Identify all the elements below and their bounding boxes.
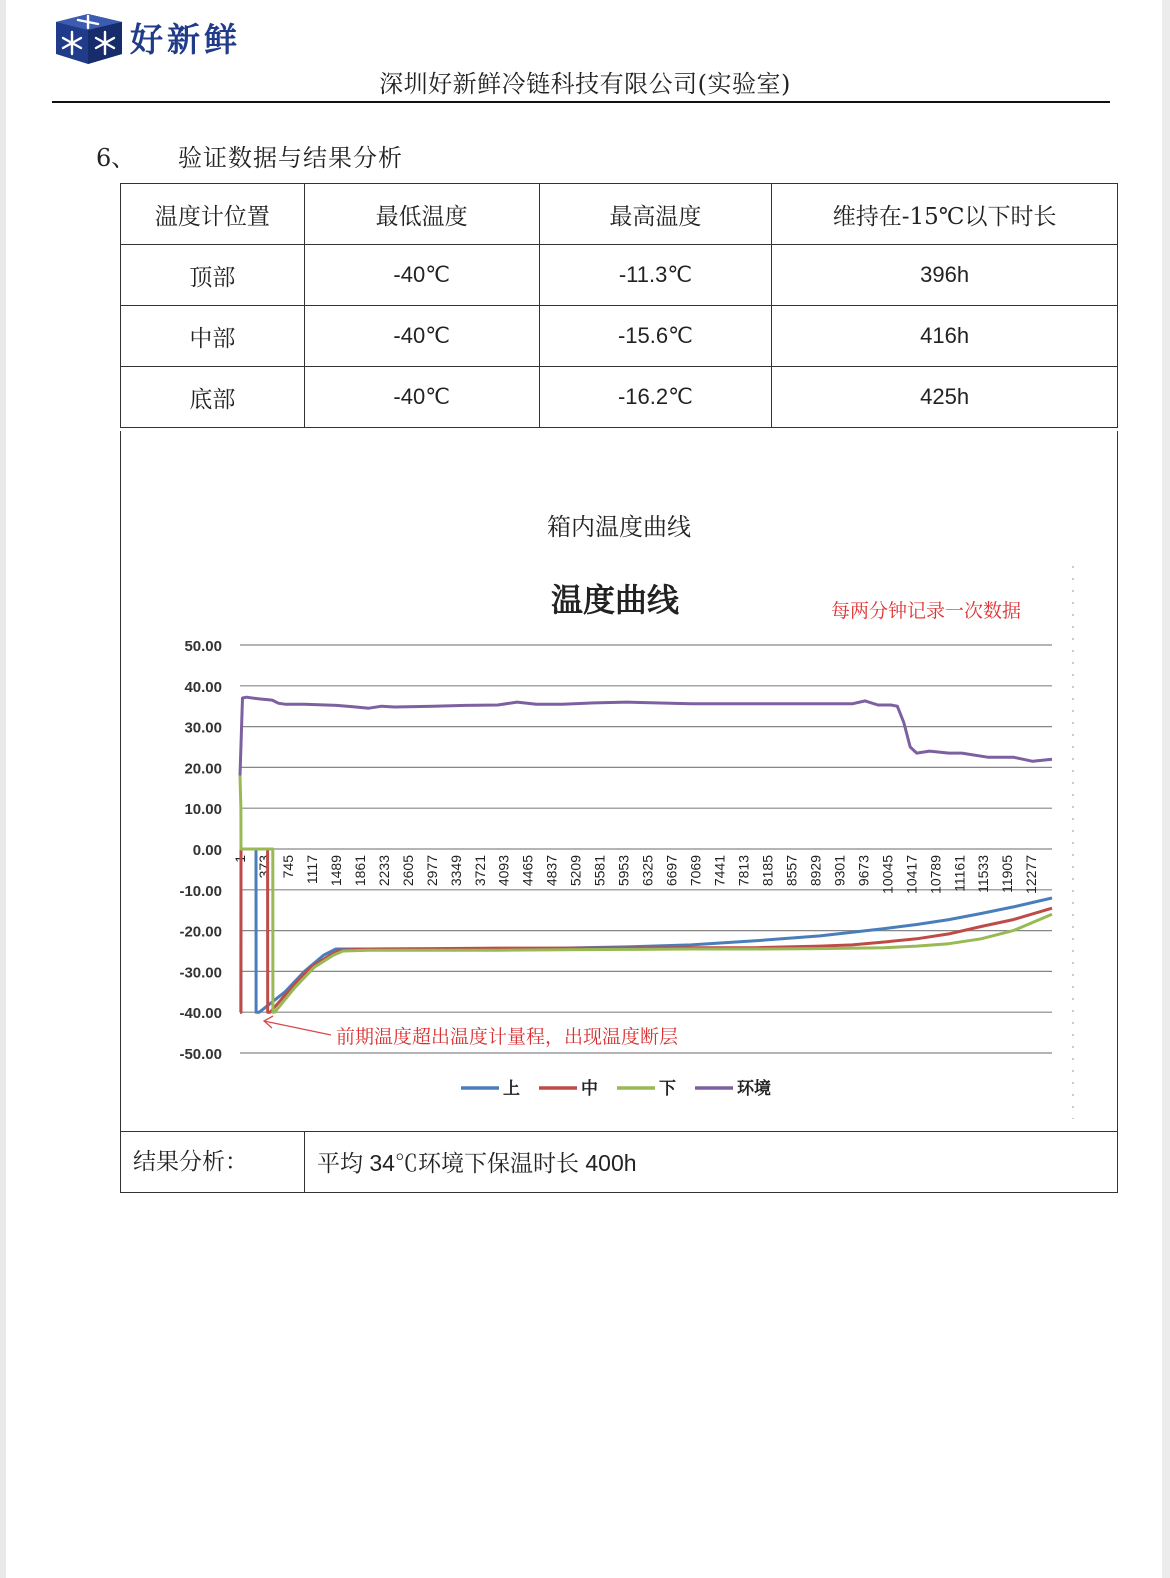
- x-tick-label: 2605: [399, 855, 416, 887]
- table-cell: -40℃: [304, 306, 539, 367]
- y-tick-label: 0.00: [192, 842, 222, 859]
- y-tick-label: -40.00: [179, 1005, 222, 1023]
- chart-title: 温度曲线: [550, 581, 680, 619]
- x-tick-label: 9301: [831, 855, 848, 887]
- y-tick-label: -10.00: [179, 882, 222, 900]
- section-title: 验证数据与结果分析: [178, 144, 403, 172]
- x-tick-label: 1117: [303, 855, 320, 885]
- table-cell: 396h: [772, 245, 1118, 306]
- x-tick-label: 11533: [975, 855, 992, 893]
- x-tick-label: 2977: [423, 855, 440, 887]
- logo-text: 好新鲜: [130, 20, 241, 59]
- x-tick-label: 10045: [879, 855, 896, 894]
- page-edge-left: [0, 0, 6, 1578]
- x-tick-label: 10417: [903, 855, 920, 894]
- x-tick-label: 373: [255, 855, 272, 879]
- x-tick-label: 11905: [999, 855, 1016, 893]
- table-header-cell: 温度计位置: [121, 184, 305, 245]
- legend-label: 中: [581, 1079, 598, 1099]
- x-tick-label: 3349: [447, 855, 464, 887]
- analysis-value: 平均 34℃环境下保温时长 400h: [317, 1150, 637, 1176]
- legend-label: 环境: [737, 1079, 771, 1099]
- legend-label: 上: [503, 1079, 520, 1099]
- x-tick-label: 12277: [1023, 855, 1040, 894]
- table-header-cell: 维持在-15℃以下时长: [772, 184, 1118, 245]
- analysis-label: 结果分析：: [121, 1132, 305, 1192]
- y-tick-label: -50.00: [179, 1046, 222, 1063]
- y-tick-label: 50.00: [184, 638, 222, 655]
- table-header-cell: 最低温度: [304, 184, 539, 245]
- x-tick-label: 3721: [471, 855, 488, 887]
- company-name: 深圳好新鲜冷链科技有限公司(实验室): [379, 70, 791, 98]
- series-line: [240, 697, 1052, 775]
- table-cell: 425h: [772, 367, 1118, 428]
- x-tick-label: 4837: [543, 855, 560, 887]
- section-number: 6、: [96, 144, 136, 172]
- x-tick-label: 8185: [759, 855, 776, 887]
- table-row: [121, 306, 1118, 367]
- y-tick-label: -30.00: [179, 964, 222, 982]
- table-cell: -11.3℃: [539, 245, 772, 306]
- y-tick-label: -20.00: [179, 923, 222, 941]
- table-cell: -15.6℃: [539, 306, 772, 367]
- table-header-row: [121, 184, 1118, 245]
- x-tick-label: 1489: [327, 855, 344, 887]
- legend-label: 下: [659, 1079, 676, 1099]
- table-cell: 顶部: [121, 245, 305, 306]
- x-tick-label: 8929: [807, 855, 824, 887]
- chart-cell: [120, 431, 1118, 1132]
- table-cell: 416h: [772, 306, 1118, 367]
- table-cell: 中部: [121, 306, 305, 367]
- table-cell: -40℃: [304, 245, 539, 306]
- x-tick-label: 6697: [663, 855, 680, 887]
- snowflake-box-icon: [52, 10, 272, 68]
- page-edge-right: [1162, 0, 1170, 1578]
- y-tick-label: 10.00: [184, 801, 222, 819]
- x-tick-label: 4465: [519, 855, 536, 887]
- table-cell: -40℃: [304, 367, 539, 428]
- company-logo: [52, 10, 272, 68]
- x-tick-label: 4093: [495, 855, 512, 887]
- chart-annotation: 前期温度超出温度计量程，出现温度断层: [336, 1026, 679, 1048]
- x-tick-label: 9673: [855, 855, 872, 887]
- table-cell: -16.2℃: [539, 367, 772, 428]
- x-tick-label: 7441: [711, 855, 728, 887]
- x-tick-label: 1861: [351, 855, 368, 887]
- temperature-chart: [121, 431, 1117, 1132]
- x-tick-label: 7813: [735, 855, 752, 887]
- x-tick-label: 2233: [375, 855, 392, 887]
- x-tick-label: 5581: [591, 855, 608, 887]
- results-table: [120, 183, 1118, 428]
- analysis-row: [120, 1131, 1118, 1193]
- header-rule: [52, 101, 1110, 103]
- table-row: [121, 367, 1118, 428]
- x-tick-label: 10789: [927, 855, 944, 894]
- x-tick-label: 745: [279, 855, 296, 879]
- y-tick-label: 30.00: [184, 719, 222, 737]
- x-tick-label: 5953: [615, 855, 632, 887]
- table-header-cell: 最高温度: [539, 184, 772, 245]
- chart-caption: 箱内温度曲线: [547, 513, 691, 541]
- table-cell: 底部: [121, 367, 305, 428]
- table-row: [121, 245, 1118, 306]
- x-tick-label: 11161: [951, 855, 968, 892]
- y-tick-label: 40.00: [184, 678, 222, 696]
- chart-note: 每两分钟记录一次数据: [830, 600, 1022, 622]
- annotation-arrow: [264, 1016, 331, 1035]
- x-tick-label: 8557: [783, 855, 800, 887]
- x-tick-label: 6325: [639, 855, 656, 887]
- x-tick-label: 1: [232, 855, 248, 863]
- x-tick-label: 5209: [567, 855, 584, 887]
- x-tick-label: 7069: [687, 855, 704, 887]
- y-tick-label: 20.00: [184, 760, 222, 778]
